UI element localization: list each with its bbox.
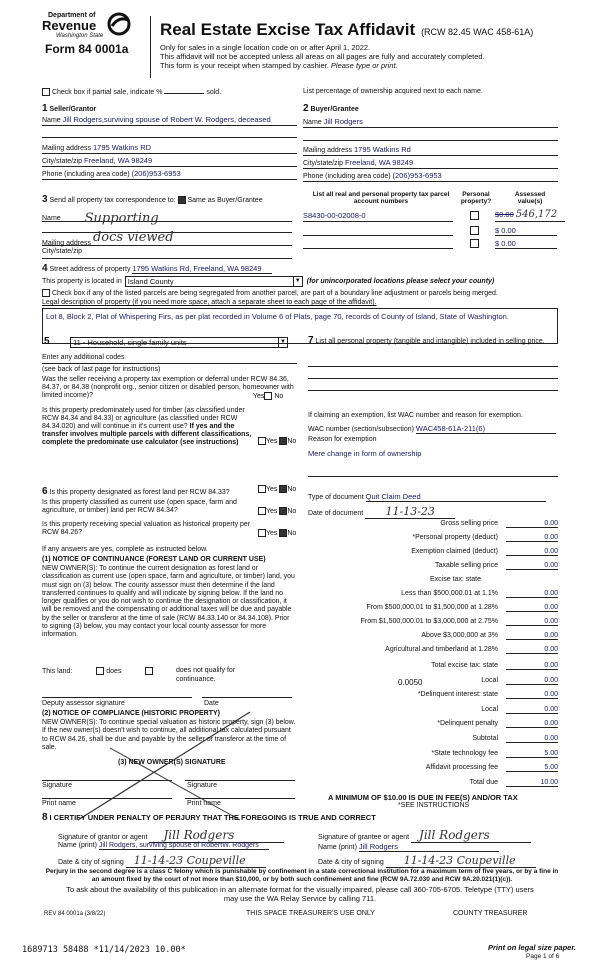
dept-line2: Revenue (42, 18, 97, 33)
codes-note: (see back of last page for instructions) (42, 366, 161, 373)
reason-label: Reason for exemption (308, 436, 377, 443)
notice2-body: NEW OWNER(S): To continue special valuation as historic property, sign (3) below. If the new owner(s) doesn't wish to continue, all additional tax calculated pursuant to RCW 84.26, shall be due and payable by the seller or transferor at the time of sale. (42, 719, 296, 751)
page-number: Page 1 of 6 (526, 953, 560, 960)
buyer-mail-row: Mailing address 1795 Watkins Rd (303, 145, 558, 156)
grantee-name[interactable]: Jill Rodgers (359, 842, 499, 852)
partial-sale-checkbox[interactable] (42, 88, 50, 96)
exempt-label: If claiming an exemption, list WAC number and reason for exemption. (308, 412, 523, 419)
county-row: This property is located in Island County ▼ (for unincorporated locations please select your county) (42, 277, 495, 286)
s3-mail-handwritten[interactable]: docs viewed (92, 230, 174, 245)
buyer-name-row2 (303, 131, 558, 141)
parcel-value-2[interactable]: $ 0.00 (495, 226, 557, 236)
q-forest-yes-no: Yes No (258, 485, 296, 493)
q-exemption: Was the seller receiving a property tax exemption or deferral under RCW 84.36, 84.37, or 84.38 (nonprofit org., senior citizen or disabled person, homeowner with limited income)? (42, 376, 294, 399)
s3-mail-row: Mailing address docs viewed (42, 234, 292, 246)
does-checkbox[interactable] (96, 667, 104, 675)
treasurer-only: THIS SPACE TREASURER'S USE ONLY (246, 910, 375, 917)
seller-phone-row: Phone (including area code) (206)953-6953 (42, 169, 297, 180)
doc-type[interactable]: Quit Claim Deed (366, 492, 546, 502)
ownership-note: List percentage of ownership acquired next to each name. (303, 88, 483, 95)
grantor-sig-row: Signature of grantor or agent Jill Rodgers (58, 828, 284, 843)
recording-stamp: 1689713 58488 *11/14/2023 10.00* (22, 945, 186, 955)
seller-mail-row: Mailing address 1795 Watkins RD (42, 143, 297, 154)
buyer-phone-row: Phone (including area code) (206)953-6953 (303, 171, 558, 182)
doc-date[interactable]: 11-13-23 (365, 505, 455, 519)
buyer-mail[interactable]: 1795 Watkins Rd (353, 145, 411, 154)
minimum-note: A MINIMUM OF $10.00 IS DUE IN FEE(S) AND/OR TAX (328, 793, 518, 802)
seller-name[interactable]: Jill Rodgers,surviving spouse of Robert W. Rodgers, deceased (62, 115, 271, 124)
diagonal-strike-mark (70, 708, 270, 826)
notice2-heading: (2) NOTICE OF COMPLIANCE (HISTORIC PROPERTY) (42, 710, 220, 717)
owner-print-label-1: Print name (42, 800, 76, 807)
exemption-yes-checkbox[interactable] (264, 392, 272, 400)
seller-name-row2 (42, 128, 297, 138)
section8-heading: 8 I CERTIFY UNDER PENALTY OF PERJURY THAT THE FOREGOING IS TRUE AND CORRECT (42, 812, 376, 823)
q-timber: Is this property predominately used for timber (as classified under RCW 84.34 and 84.33) or agriculture (as classified under RCW 84.34.020) and will continue in it's current use? If yes and the transfer involves multiple parcels with different classifications, complete the predominate use calculator (see instructions) (42, 407, 252, 446)
seller-phone[interactable]: (206)953-6953 (131, 169, 181, 178)
legal-label: Legal description of property (if you need more space, attach a separate sheet to each page of the affidavit). (42, 299, 377, 306)
s3-city-row: City/state/zip (42, 248, 292, 259)
see-instructions: *SEE INSTRUCTIONS (398, 802, 470, 809)
timber-yes-checkbox[interactable] (258, 437, 266, 445)
grantor-name[interactable]: Jill Rodgers, surviving spouse of RobertW. Rodgers (99, 842, 269, 850)
notice1-heading: (1) NOTICE OF CONTINUANCE (FOREST LAND OR CURRENT USE) (42, 556, 266, 563)
segregation-checkbox[interactable] (42, 289, 50, 297)
current-use-yes-checkbox[interactable] (258, 507, 266, 515)
street-row: 4 Street address of property 1795 Watkins Rd, Freeland, WA 98249 (42, 263, 272, 274)
s3-name-handwritten[interactable]: Supporting (84, 211, 159, 226)
form-number: Form 84 0001a (45, 42, 129, 56)
grantor-signature[interactable]: Jill Rodgers (149, 828, 284, 843)
partial-sale-row: Check box if partial sale, indicate % sold. (42, 88, 221, 96)
deputy-sig-line (42, 697, 192, 698)
grantee-sig-row: Signature of grantee or agent Jill Rodgers (318, 828, 531, 843)
parcel-value-3[interactable]: $ 0.00 (495, 239, 557, 249)
chevron-down-icon: ▼ (293, 277, 302, 286)
parcel-row-3 (303, 239, 453, 249)
buyer-heading: 2 Buyer/Grantee (303, 103, 359, 114)
reason-value[interactable]: Mere change in form of ownership (308, 449, 422, 458)
personal-property-checkbox-2[interactable] (470, 226, 479, 235)
dept-line1: Department of (48, 12, 96, 19)
header-sub1: Only for sales in a single location code on or after April 1, 2022. (160, 43, 371, 52)
grantee-signature[interactable]: Jill Rodgers (411, 828, 531, 843)
q-timber-yes-no: Yes No (258, 437, 296, 445)
grantee-name-row: Name (print) Jill Rodgers (318, 842, 499, 852)
q-exemption-yes-no: Yes No (253, 392, 284, 400)
section5-number: 5 (44, 336, 50, 347)
new-owner-sig-heading: (3) NEW OWNER(S) SIGNATURE (118, 759, 226, 766)
codes-row: Enter any additional codes (42, 354, 297, 364)
grantee-date[interactable]: 11-14-23 Coupeville (386, 854, 536, 868)
seller-heading: 1 Seller/Grantor (42, 103, 97, 114)
street-address[interactable]: 1795 Watkins Rd, Freeland, WA 98249 (132, 264, 272, 274)
seller-mail[interactable]: 1795 Watkins RD (92, 143, 152, 152)
s7-line-1 (308, 366, 558, 367)
local-rate: 0.0050 (398, 678, 423, 687)
seller-city[interactable]: Freeland, WA 98249 (84, 156, 153, 165)
doc-type-row: Type of document Quit Claim Deed (308, 492, 546, 502)
section7-heading: 7 List all personal property (tangible and intangible) included in selling price. (308, 335, 545, 346)
page-title: Real Estate Excise Tax Affidavit (RCW 82.45 WAC 458-61A) (160, 20, 534, 39)
deputy-date-label: Date (204, 700, 219, 707)
owner-print-label-2: Print name (187, 800, 221, 807)
section3-heading: 3 Send all property tax correspondence to: Same as Buyer/Grantee (42, 194, 263, 205)
assessed-value-handwritten[interactable]: 546,172 (515, 209, 558, 220)
wac-row: WAC number (section/subsection) WAC458-61A-211(6) (308, 424, 556, 434)
notice1-body: NEW OWNER(S): To continue the current designation as forest land or classification as current use (open space, farm and agriculture, or timber) land, you must sign on (3) below. The county assessor must then determine if the land transferred continues to qualify and will indicate by signing below. If the land no longer qualifies or you do not wish to continue the designation or classification, it will be removed and the compensating or additional taxes will be due and payable by the seller or transferor at the time of sale (RCW 84.33.140 or 84.34.108). Prior to signing (3) below, you may contact your local county assessor for more information. (42, 565, 295, 639)
this-land-row: This land: does (42, 667, 153, 675)
header-divider (150, 16, 151, 78)
county-select[interactable]: Island County ▼ (125, 276, 303, 287)
buyer-phone[interactable]: (206)953-6953 (392, 171, 442, 180)
owner-sig-label-1: Signature (42, 782, 72, 789)
legal-description: Lot 8, Block 2, Plat of Whispering Firs, as per plat recorded in Volume 6 of Plats, page 70, records of County of Island, State of Washington. (46, 312, 509, 321)
header-sub3: This form is your receipt when stamped by cashier. Please type or print. (160, 61, 398, 70)
buyer-name-row: Name Jill Rodgers (303, 117, 558, 128)
chevron-down-icon: ▼ (278, 338, 287, 347)
buyer-city-row: City/state/zip Freeland, WA 98249 (303, 158, 558, 169)
q-historic: Is this property receiving special valuation as historical property per RCW 84.26? (42, 521, 251, 536)
parcel-col-header-3: Assessed value(s) (514, 191, 546, 205)
buyer-name[interactable]: Jill Rodgers (323, 117, 363, 126)
doc-date-row: Date of document 11-13-23 (308, 505, 455, 519)
dor-emblem-icon (106, 12, 132, 36)
forest-yes-checkbox[interactable] (258, 485, 266, 493)
land-use-select[interactable]: 11 - Household, single family units ▼ (70, 337, 288, 348)
tax-state-label: Excise tax: state (430, 576, 481, 583)
same-as-buyer-checkbox[interactable] (178, 196, 186, 204)
seller-city-row: City/state/zip Freeland, WA 98249 (42, 156, 297, 167)
grantee-date-row: Date & city of signing 11-14-23 Coupeville (318, 854, 536, 868)
does-not-label: does not qualify for continuance. (176, 667, 236, 683)
personal-property-checkbox-3[interactable] (470, 239, 479, 248)
segregation-row: Check box if any of the listed parcels are being segregated from another parcel, are part of a boundary line adjustment or parcels being merged. (42, 289, 498, 297)
s3-name-row: Name Supporting (42, 209, 292, 222)
grantor-date[interactable]: 11-14-23 Coupeville (126, 854, 266, 868)
rev-number: REV 84 0001a (3/8/22) (44, 911, 106, 917)
q-current-use: Is this property classified as current use (open space, farm and agriculture, or timber) land per RCW 84.34? (42, 499, 237, 514)
wac-number[interactable]: WAC458-61A-211(6) (416, 424, 556, 434)
q-forest: 6 Is this property designated as forest land per RCW 84.33? (42, 486, 230, 497)
alt-format-text: To ask about the availability of this publication in an alternate format for the visually impaired, please call 360-705-6705. Teletype (TTY) users may use the WA Relay Service by calling 711. (66, 885, 534, 903)
section6-note: If any answers are yes, complete as instructed below. (42, 546, 208, 553)
parcel-col-header-2: Personal property? (460, 191, 492, 205)
personal-property-checkbox-1[interactable] (470, 211, 479, 220)
deputy-date-line (202, 697, 292, 698)
parcel-value-1: $0.00 546,172 (495, 209, 565, 222)
header-sub2: This affidavit will not be accepted unless all areas on all pages are fully and accurately completed. (160, 52, 485, 61)
grantor-name-row: Name (print) Jill Rodgers, surviving spouse of RobertW. Rodgers (58, 842, 269, 850)
does-not-checkbox[interactable] (145, 667, 153, 675)
grantor-date-row: Date & city of signing 11-14-23 Coupeville (58, 854, 266, 868)
historic-yes-checkbox[interactable] (258, 529, 266, 537)
s7-reason-line (308, 476, 558, 477)
parcel-row-1: S8430-00-02008-0 (303, 211, 453, 222)
q-current-use-yes-no: Yes No (258, 507, 296, 515)
print-legal: Print on legal size paper. (488, 943, 576, 952)
perjury-text: Perjury in the second degree is a class C felony which is punishable by confinement in a state correctional institution for a maximum term of five years, or by a fine in an amount fixed by the court of not more than $10,000, or by both such confinement and fine (RCW 9A.72.030 and RCW 9A.20.021(1)(c)). (45, 868, 559, 883)
q-historic-yes-no: Yes No (258, 529, 296, 537)
parcel-col-header-1: List all real and personal property tax parcel account numbers (312, 191, 450, 205)
buyer-city[interactable]: Freeland, WA 98249 (345, 158, 414, 167)
parcel-row-2 (303, 226, 453, 236)
s7-line-2 (308, 378, 558, 379)
county-treasurer: COUNTY TREASURER (453, 910, 528, 917)
s7-line-3 (308, 390, 558, 391)
deputy-sig-label: Deputy assessor signature (42, 700, 125, 707)
owner-sig-label-2: Signature (187, 782, 217, 789)
seller-name-row: Name Jill Rodgers,surviving spouse of Robert W. Rodgers, deceased (42, 115, 297, 126)
dept-line3: Washington State (56, 33, 104, 39)
